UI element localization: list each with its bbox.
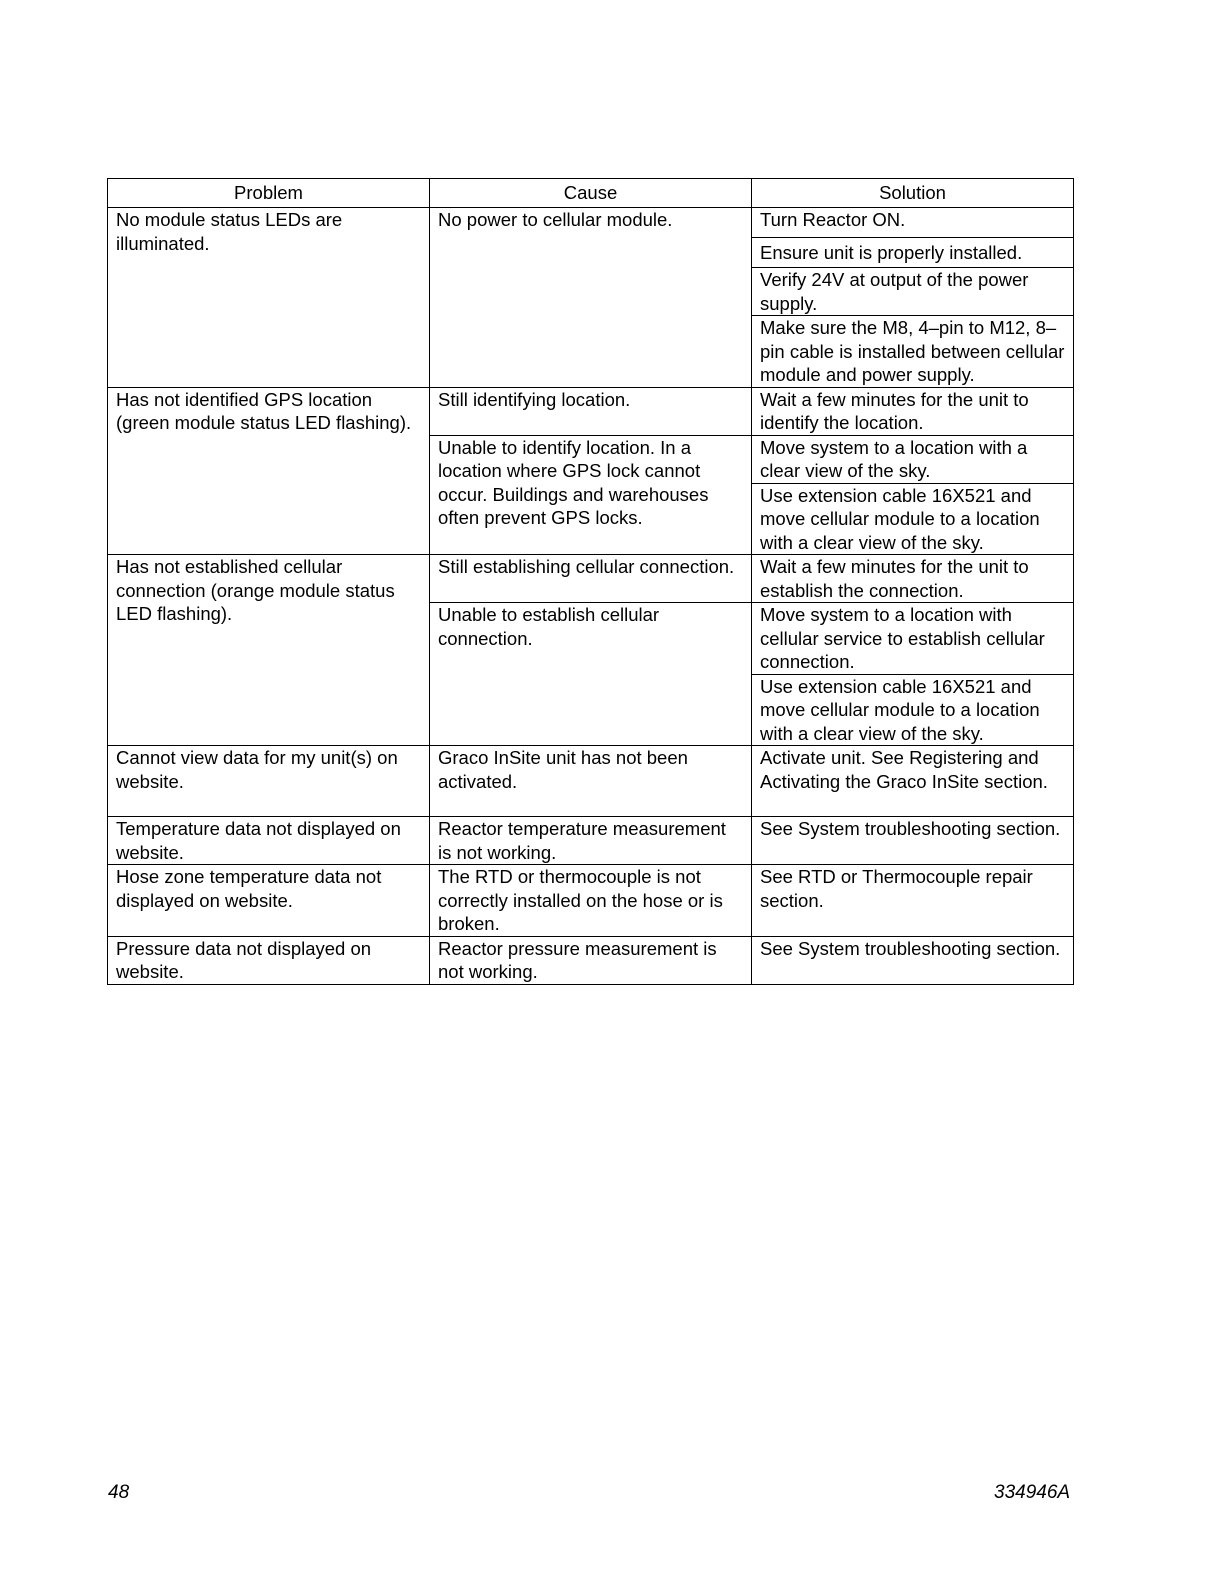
cause-cell: Still establishing cellular connection. bbox=[430, 555, 752, 603]
cause-cell: Still identifying location. bbox=[430, 387, 752, 435]
problem-cell: Has not established cellular connection (orange module status LED flashing). bbox=[108, 555, 430, 746]
cause-cell: No power to cellular module. bbox=[430, 208, 752, 388]
solution-cell: Wait a few minutes for the unit to establish the connection. bbox=[752, 555, 1074, 603]
cause-cell: Graco InSite unit has not been activated. bbox=[430, 746, 752, 817]
solution-cell: See System troubleshooting section. bbox=[752, 817, 1074, 865]
problem-cell: Cannot view data for my unit(s) on website. bbox=[108, 746, 430, 817]
solution-cell: Wait a few minutes for the unit to identify the location. bbox=[752, 387, 1074, 435]
problem-cell: Hose zone temperature data not displayed on website. bbox=[108, 865, 430, 937]
problem-cell: No module status LEDs are illuminated. bbox=[108, 208, 430, 388]
table-row bbox=[108, 387, 1074, 435]
table-row bbox=[108, 746, 1074, 817]
table-header-row bbox=[108, 179, 1074, 208]
solution-cell: Turn Reactor ON. bbox=[752, 208, 1074, 238]
table-row bbox=[108, 865, 1074, 937]
header-solution: Solution bbox=[752, 179, 1074, 208]
solution-cell: Move system to a location with cellular service to establish cellular connection. bbox=[752, 603, 1074, 675]
cause-cell: The RTD or thermocouple is not correctly installed on the hose or is broken. bbox=[430, 865, 752, 937]
solution-cell: Activate unit. See Registering and Activating the Graco InSite section. bbox=[752, 746, 1074, 817]
page-number: 48 bbox=[108, 1482, 130, 1503]
document-number: 334946A bbox=[994, 1482, 1071, 1503]
solution-cell: Move system to a location with a clear view of the sky. bbox=[752, 435, 1074, 483]
solution-cell: Ensure unit is properly installed. bbox=[752, 238, 1074, 268]
table-row bbox=[108, 208, 1074, 238]
problem-cell: Has not identified GPS location (green module status LED flashing). bbox=[108, 387, 430, 555]
troubleshooting-table bbox=[107, 178, 1074, 985]
problem-cell: Pressure data not displayed on website. bbox=[108, 936, 430, 984]
solution-cell: Verify 24V at output of the power supply. bbox=[752, 268, 1074, 316]
solution-cell: Make sure the M8, 4–pin to M12, 8–pin cable is installed between cellular module and power supply. bbox=[752, 316, 1074, 388]
header-cause: Cause bbox=[430, 179, 752, 208]
solution-cell: See RTD or Thermocouple repair section. bbox=[752, 865, 1074, 937]
table-row bbox=[108, 555, 1074, 603]
header-problem: Problem bbox=[108, 179, 430, 208]
table-row bbox=[108, 936, 1074, 984]
problem-cell: Temperature data not displayed on website. bbox=[108, 817, 430, 865]
cause-cell: Reactor pressure measurement is not working. bbox=[430, 936, 752, 984]
table-row bbox=[108, 817, 1074, 865]
solution-cell: Use extension cable 16X521 and move cellular module to a location with a clear view of the sky. bbox=[752, 483, 1074, 555]
solution-cell: Use extension cable 16X521 and move cellular module to a location with a clear view of the sky. bbox=[752, 674, 1074, 746]
solution-cell: See System troubleshooting section. bbox=[752, 936, 1074, 984]
cause-cell: Reactor temperature measurement is not working. bbox=[430, 817, 752, 865]
cause-cell: Unable to identify location. In a location where GPS lock cannot occur. Buildings and warehouses often prevent GPS locks. bbox=[430, 435, 752, 555]
cause-cell: Unable to establish cellular connection. bbox=[430, 603, 752, 746]
